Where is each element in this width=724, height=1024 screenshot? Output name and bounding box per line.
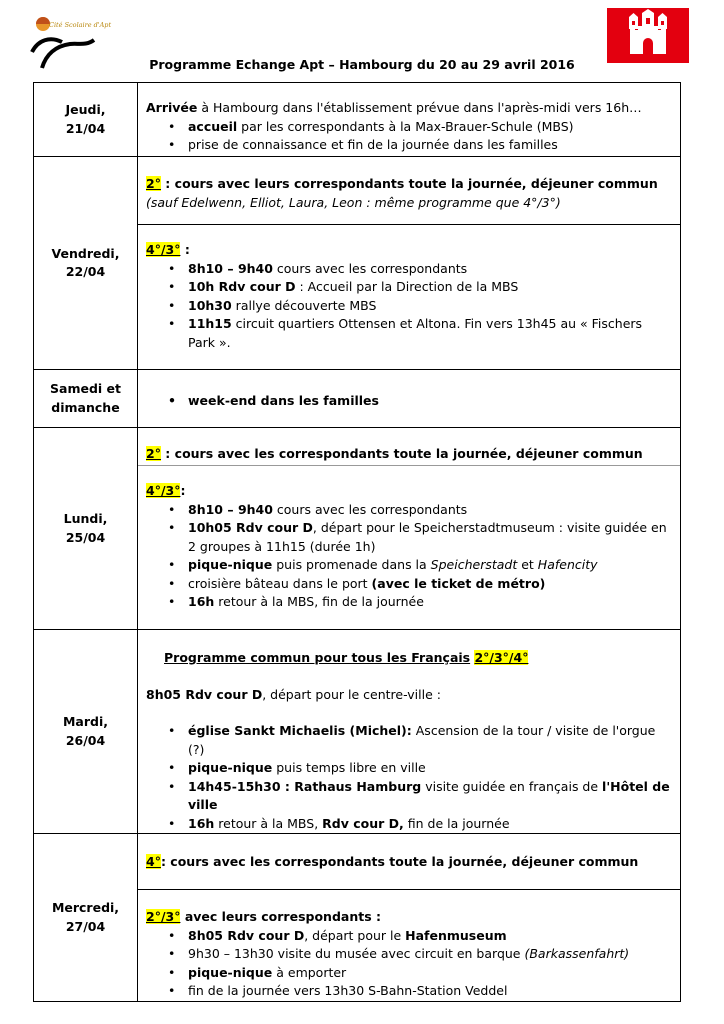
table-row bbox=[34, 834, 681, 890]
list-item: • 9h30 – 13h30 visite du musée avec circuit en barque (Barkassenfahrt) bbox=[146, 945, 672, 964]
content-cell bbox=[138, 83, 681, 157]
table-row bbox=[34, 630, 681, 834]
list-item: • 11h15 circuit quartiers Ottensen et Altona. Fin vers 13h45 au « Fischers Park ». bbox=[146, 315, 672, 352]
list-item: • 16h retour à la MBS, fin de la journée bbox=[146, 593, 672, 612]
content-cell: 4°/3°: • 8h10 – 9h40 cours avec les correspondants • 10h05 Rdv cour D, départ pour le Speicherstadtmuseum : visite guidée en 2 groupes à 11h15 (durée 1h) • pique-nique puis promenade dans la Speicherstadt et Hafencity • croisière bâteau dans le port (avec le ticket de métro) • 16h retour à la MBS, fin de la journée bbox=[138, 466, 681, 630]
content-cell: 2°/3° avec leurs correspondants : • 8h05 Rdv cour D, départ pour le Hafenmuseum • 9h30 – 13h30 visite du musée avec circuit en barque (Barkassenfahrt) • pique-nique à emporter • fin de la journée vers 13h30 S-Bahn-Station Veddel bbox=[138, 890, 681, 1002]
list-item: • pique-nique puis temps libre en ville bbox=[146, 759, 672, 778]
table-row bbox=[34, 83, 681, 157]
day-cell: Lundi, 25/04 bbox=[34, 428, 138, 630]
list-item: • fin de la journée vers 13h30 S-Bahn-Station Veddel bbox=[146, 982, 672, 1001]
page-title: Programme Echange Apt – Hambourg du 20 au 29 avril 2016 bbox=[149, 57, 575, 72]
list-item: • 8h05 Rdv cour D, départ pour le Hafenmuseum bbox=[146, 927, 672, 946]
list-item: • 10h Rdv cour D : Accueil par la Direction de la MBS bbox=[146, 278, 672, 297]
list-item: • accueil par les correspondants à la Max-Brauer-Schule (MBS) bbox=[146, 118, 672, 137]
table-row bbox=[34, 157, 681, 225]
day-cell: Mercredi, 27/04 bbox=[34, 834, 138, 1002]
list-item: • église Sankt Michaelis (Michel): Ascension de la tour / visite de l'orgue (?) bbox=[146, 722, 672, 759]
list-item: • croisière bâteau dans le port (avec le ticket de métro) bbox=[146, 575, 672, 594]
list-item: • week-end dans les familles bbox=[146, 392, 672, 411]
content-cell: 4°/3° : • 8h10 – 9h40 cours avec les correspondants • 10h Rdv cour D : Accueil par la Direction de la MBS • 10h30 rallye découverte MBS • 11h15 circuit quartiers Ottensen et Altona. Fin vers 13h45 au « Fischers Park ». bbox=[138, 225, 681, 370]
common-programme-title: Programme commun pour tous les Français 2°/3°/4° bbox=[164, 650, 529, 665]
table-row bbox=[34, 428, 681, 466]
content-cell bbox=[138, 370, 681, 428]
content-cell bbox=[138, 630, 681, 834]
day-cell: Mardi, 26/04 bbox=[34, 630, 138, 834]
list-item: • pique-nique à emporter bbox=[146, 964, 672, 983]
svg-text:Cité Scolaire d'Apt: Cité Scolaire d'Apt bbox=[49, 21, 112, 29]
list-item: • 14h45-15h30 : Rathaus Hamburg visite guidée en français de l'Hôtel de ville bbox=[146, 778, 672, 815]
list-item: • prise de connaissance et fin de la journée dans les familles bbox=[146, 136, 672, 155]
departure-line: 8h05 Rdv cour D, départ pour le centre-ville : bbox=[146, 686, 441, 702]
list-item: • 8h10 – 9h40 cours avec les correspondants bbox=[146, 501, 672, 520]
hamburg-flag bbox=[607, 8, 689, 63]
table-row bbox=[34, 370, 681, 428]
list-item: • pique-nique puis promenade dans la Speicherstadt et Hafencity bbox=[146, 556, 672, 575]
arrival-line: Arrivée à Hambourg dans l'établissement prévue dans l'après-midi vers 16h… bbox=[146, 100, 642, 115]
list-item: • 8h10 – 9h40 cours avec les correspondants bbox=[146, 260, 672, 279]
day-cell: Vendredi, 22/04 bbox=[34, 157, 138, 370]
content-cell: 2° : cours avec leurs correspondants toute la journée, déjeuner commun (sauf Edelwenn, Elliot, Laura, Leon : même programme que 4°/3°) bbox=[138, 157, 681, 225]
programme-table bbox=[33, 82, 681, 1002]
day-cell: Jeudi, 21/04 bbox=[34, 83, 138, 157]
content-cell: 2° : cours avec les correspondants toute la journée, déjeuner commun bbox=[138, 428, 681, 466]
day-cell: Samedi et dimanche bbox=[34, 370, 138, 428]
list-item: • 16h retour à la MBS, Rdv cour D, fin de la journée bbox=[146, 815, 672, 834]
content-cell: 4°: cours avec les correspondants toute la journée, déjeuner commun bbox=[138, 834, 681, 890]
list-item: • 10h05 Rdv cour D, départ pour le Speicherstadtmuseum : visite guidée en 2 groupes à 11h15 (durée 1h) bbox=[146, 519, 672, 556]
list-item: • 10h30 rallye découverte MBS bbox=[146, 297, 672, 316]
